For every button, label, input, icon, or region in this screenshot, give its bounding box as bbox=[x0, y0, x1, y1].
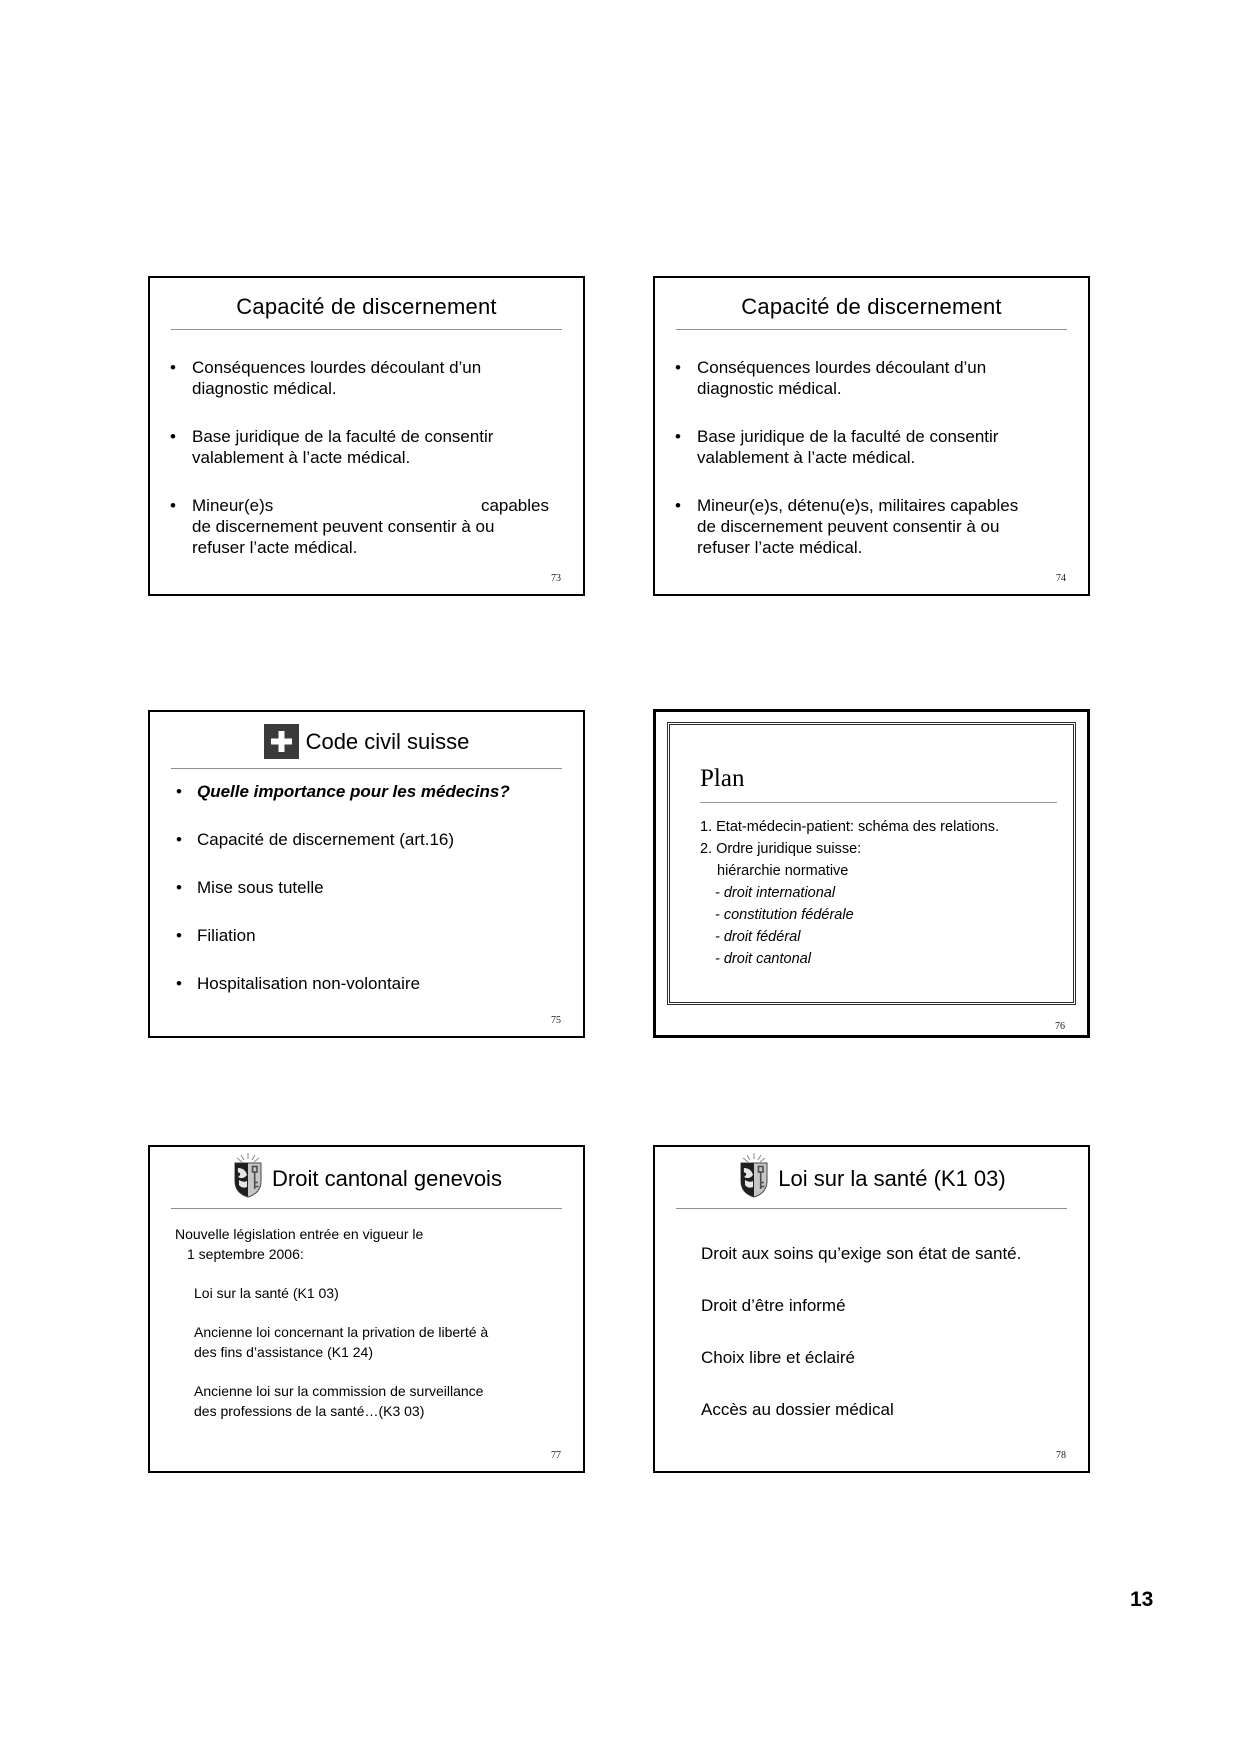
slide-title: Droit cantonal genevois bbox=[272, 1166, 502, 1191]
bullet-text-right: capables bbox=[480, 496, 549, 515]
list-item bbox=[176, 781, 553, 802]
paragraph bbox=[194, 1322, 565, 1362]
list-item bbox=[675, 426, 1054, 468]
bullet-icon: • bbox=[170, 496, 176, 515]
bullet-text: Hospitalisation non-volontaire bbox=[197, 974, 421, 993]
list-item: 1. Etat-médecin-patient: schéma des relations. bbox=[700, 819, 1000, 835]
page-number: 13 bbox=[1130, 1588, 1154, 1611]
bullet-icon: • bbox=[675, 427, 681, 446]
bullet-text: Filiation bbox=[197, 926, 256, 945]
body-text: des fins d’assistance (K1 24) bbox=[194, 1344, 373, 1360]
bullet-list bbox=[675, 357, 1054, 558]
list-item bbox=[176, 829, 553, 850]
list-item bbox=[176, 877, 553, 898]
bullet-text: valablement à l’acte médical. bbox=[192, 448, 411, 467]
slide-title-row bbox=[665, 1159, 1078, 1199]
slide-title: Capacité de discernement bbox=[236, 294, 497, 319]
bullet-text: diagnostic médical. bbox=[192, 379, 337, 398]
list-item: - droit international bbox=[715, 885, 836, 901]
body-text: Ancienne loi sur la commission de surveillance bbox=[194, 1383, 484, 1399]
list-item bbox=[176, 973, 553, 994]
bullet-list bbox=[176, 781, 553, 994]
bullet-icon: • bbox=[675, 496, 681, 515]
bullet-text: Capacité de discernement (art.16) bbox=[197, 830, 455, 849]
paragraph bbox=[175, 1224, 565, 1264]
slide-73-capacite-discernement bbox=[148, 276, 585, 596]
paragraph bbox=[194, 1381, 565, 1421]
body-text: Choix libre et éclairé bbox=[701, 1348, 856, 1367]
slide-title: Code civil suisse bbox=[305, 728, 470, 754]
swiss-cross-icon bbox=[264, 724, 299, 759]
list-item bbox=[675, 357, 1054, 399]
list-item: - droit cantonal bbox=[715, 951, 811, 967]
body-text: des professions de la santé…(K3 03) bbox=[194, 1403, 425, 1419]
body-text: Loi sur la santé (K1 03) bbox=[194, 1285, 339, 1301]
slide-number: 75 bbox=[551, 1015, 561, 1026]
title-underline bbox=[700, 802, 1057, 803]
paragraph bbox=[194, 1283, 565, 1303]
bullet-text: Conséquences lourdes découlant d’un bbox=[192, 358, 482, 377]
bullet-text: de discernement peuvent consentir à ou bbox=[697, 517, 1000, 536]
list-item: - droit fédéral bbox=[715, 929, 801, 945]
bullet-text: Mineur(e)s, détenu(e)s, militaires capables bbox=[697, 496, 1019, 515]
list-item: hiérarchie normative bbox=[717, 863, 849, 879]
bullet-icon: • bbox=[176, 782, 182, 801]
bullet-icon: • bbox=[176, 830, 182, 849]
slide-78-loi-sur-la-sante bbox=[653, 1145, 1090, 1473]
title-underline bbox=[171, 1208, 562, 1209]
slide-number: 78 bbox=[1056, 1450, 1066, 1461]
list-item: - constitution fédérale bbox=[715, 907, 854, 923]
bullet-text: refuser l’acte médical. bbox=[192, 538, 358, 557]
slide-number: 77 bbox=[551, 1450, 561, 1461]
slide-74-capacite-discernement bbox=[653, 276, 1090, 596]
body-text: Droit aux soins qu’exige son état de santé. bbox=[701, 1244, 1022, 1263]
slide-title-row bbox=[160, 1159, 573, 1199]
slide-number: 76 bbox=[1055, 1021, 1065, 1032]
slide-title: Plan bbox=[700, 765, 745, 792]
body-text: Ancienne loi concernant la privation de liberté à bbox=[194, 1324, 489, 1340]
bullet-text: Conséquences lourdes découlant d’un bbox=[697, 358, 987, 377]
slide-76-plan bbox=[653, 709, 1090, 1038]
bullet-text-left: Mineur(e)s bbox=[192, 496, 274, 515]
list-item bbox=[170, 426, 549, 468]
slide-number: 74 bbox=[1056, 573, 1066, 584]
slide-77-droit-cantonal-genevois bbox=[148, 1145, 585, 1473]
slide-title: Loi sur la santé (K1 03) bbox=[778, 1166, 1006, 1191]
geneva-coat-of-arms-icon bbox=[231, 1153, 265, 1199]
body-text: 1 septembre 2006: bbox=[187, 1246, 304, 1262]
bullet-text: Mise sous tutelle bbox=[197, 878, 324, 897]
bullet-list bbox=[170, 357, 549, 558]
bullet-text: de discernement peuvent consentir à ou bbox=[192, 517, 495, 536]
list-item bbox=[170, 357, 549, 399]
slide-body bbox=[701, 1243, 1070, 1420]
bullet-text: Base juridique de la faculté de consentir bbox=[697, 427, 999, 446]
slide-75-code-civil-suisse bbox=[148, 710, 585, 1038]
slide-title: Capacité de discernement bbox=[741, 294, 1002, 319]
bullet-icon: • bbox=[170, 358, 176, 377]
bullet-icon: • bbox=[170, 427, 176, 446]
bullet-icon: • bbox=[176, 878, 182, 897]
list-item bbox=[176, 925, 553, 946]
bullet-text: refuser l’acte médical. bbox=[697, 538, 863, 557]
slide-title-row bbox=[160, 724, 573, 759]
bullet-icon: • bbox=[176, 974, 182, 993]
body-text: Accès au dossier médical bbox=[701, 1400, 894, 1419]
plan-inner-frame bbox=[667, 722, 1076, 1005]
title-underline bbox=[676, 329, 1067, 330]
slide-number: 73 bbox=[551, 573, 561, 584]
title-underline bbox=[171, 768, 562, 769]
body-text: Droit d’être informé bbox=[701, 1296, 846, 1315]
plan-list bbox=[700, 816, 1057, 970]
list-item bbox=[675, 495, 1054, 558]
bullet-text: Base juridique de la faculté de consentir bbox=[192, 427, 494, 446]
geneva-coat-of-arms-icon bbox=[737, 1153, 771, 1199]
title-underline bbox=[676, 1208, 1067, 1209]
title-underline bbox=[171, 329, 562, 330]
bullet-icon: • bbox=[176, 926, 182, 945]
bullet-icon: • bbox=[675, 358, 681, 377]
bullet-text: diagnostic médical. bbox=[697, 379, 842, 398]
list-item bbox=[170, 495, 549, 558]
bullet-text: Quelle importance pour les médecins? bbox=[197, 782, 510, 801]
slide-body bbox=[175, 1224, 565, 1421]
list-item: 2. Ordre juridique suisse: bbox=[700, 841, 862, 857]
bullet-text: valablement à l’acte médical. bbox=[697, 448, 916, 467]
bullet-text-split bbox=[192, 495, 549, 516]
body-text: Nouvelle législation entrée en vigueur le bbox=[175, 1226, 424, 1242]
